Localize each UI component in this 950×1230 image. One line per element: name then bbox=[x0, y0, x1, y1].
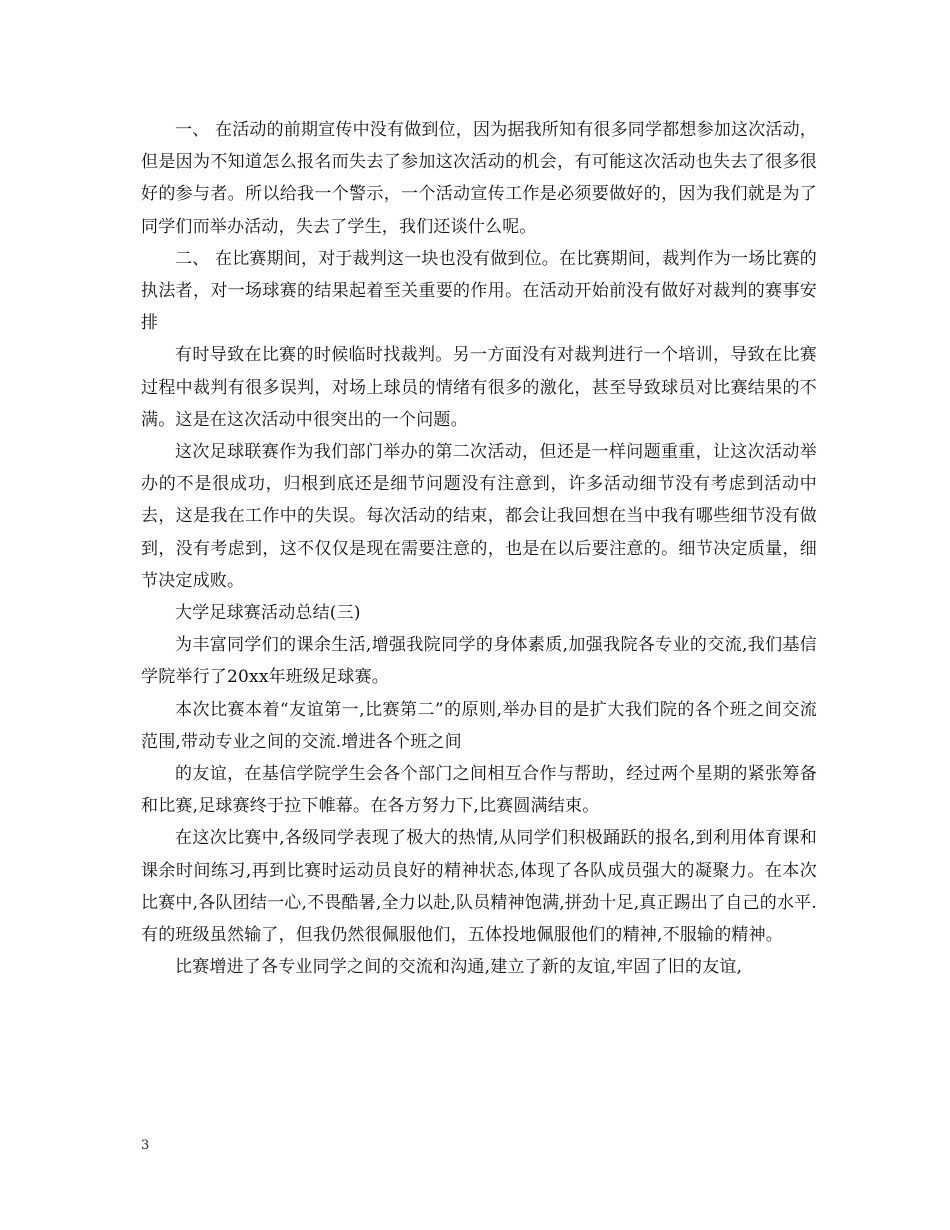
paragraph: 在这次比赛中,各级同学表现了极大的热情,从同学们积极踊跃的报名,到利用体育课和课余时间练习,再到比赛时运动员良好的精神状态,体现了各队成员强大的凝聚力。在本次比赛中,各队团结一心,不畏酷暑,全力以赴,队员精神饱满,拼劲十足,真正踢出了自己的水平.有的班级虽然输了，但我仍然很佩服他们，五体投地佩服他们的精神,不服输的精神。 bbox=[141, 828, 817, 946]
page-number: 3 bbox=[141, 1138, 150, 1153]
section-heading: 大学足球赛活动总结(三) bbox=[175, 603, 361, 624]
paragraph: 为丰富同学们的课余生活,增强我院同学的身体素质,加强我院各专业的交流,我们基信学院举行了20xx年班级足球赛。 bbox=[141, 635, 817, 688]
paragraph: 一、 在活动的前期宣传中没有做到位，因为据我所知有很多同学都想参加这次活动，但是因为不知道怎么报名而失去了参加这次活动的机会，有可能这次活动也失去了很多很好的参与者。所以给我一个警示，一个活动宣传工作是必须要做好的，因为我们就是为了同学们而举办活动，失去了学生，我们还谈什么呢。 bbox=[141, 120, 818, 237]
paragraph: 的友谊，在基信学院学生会各个部门之间相互合作与帮助，经过两个星期的紧张筹备和比赛,足球赛终于拉下帷幕。在各方努力下,比赛圆满结束。 bbox=[141, 764, 817, 817]
document-body bbox=[141, 114, 817, 983]
paragraph: 有时导致在比赛的时候临时找裁判。另一方面没有对裁判进行一个培训，导致在比赛过程中裁判有很多误判，对场上球员的情绪有很多的激化，甚至导致球员对比赛结果的不满。这是在这次活动中很突出的一个问题。 bbox=[141, 345, 817, 430]
paragraph: 二、 在比赛期间，对于裁判这一块也没有做到位。在比赛期间，裁判作为一场比赛的执法者，对一场球赛的结果起着至关重要的作用。在活动开始前没有做好对裁判的赛事安排 bbox=[141, 248, 818, 334]
paragraph: 比赛增进了各专业同学之间的交流和沟通,建立了新的友谊,牢固了旧的友谊, bbox=[175, 957, 743, 978]
paragraph: 本次比赛本着“友谊第一,比赛第二”的原则,举办目的是扩大我们院的各个班之间交流范围,带动专业之间的交流.增进各个班之间 bbox=[141, 699, 817, 752]
paragraph: 这次足球联赛作为我们部门举办的第二次活动，但还是一样问题重重，让这次活动举办的不是很成功，归根到底还是细节问题没有注意到，许多活动细节没有考虑到活动中去，这是我在工作中的失误。每次活动的结束，都会让我回想在当中我有哪些细节没有做到，没有考虑到，这不仅仅是现在需要注意的，也是在以后要注意的。细节决定质量，细节决定成败。 bbox=[141, 442, 817, 591]
